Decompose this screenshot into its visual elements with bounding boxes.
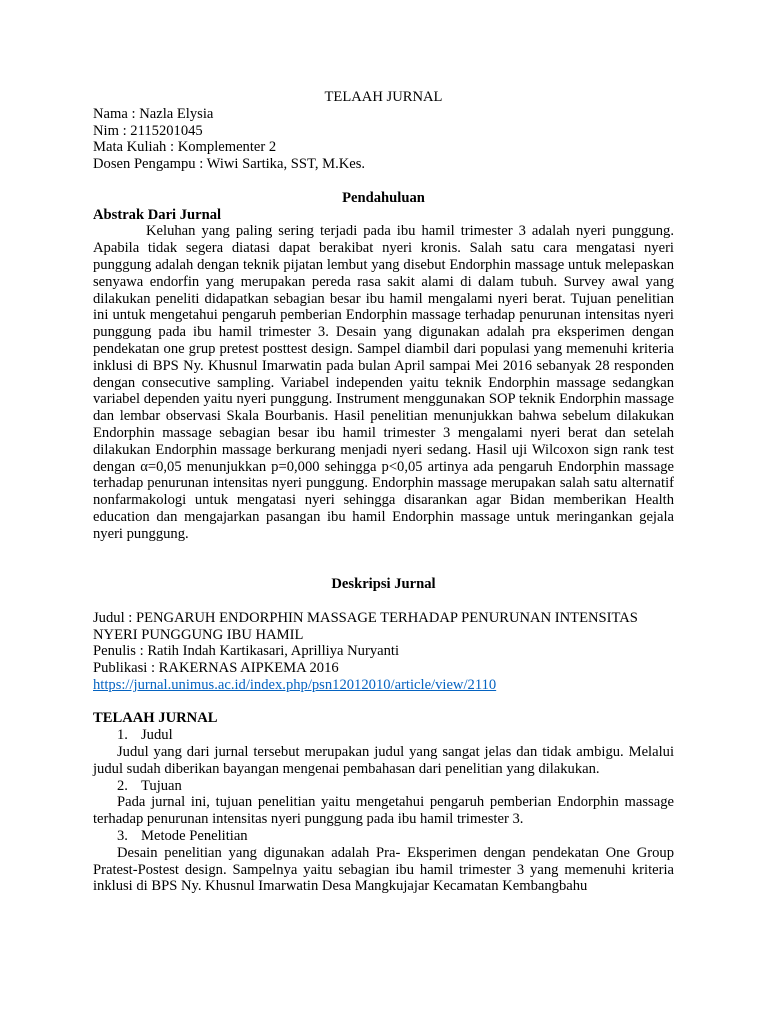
telaah-item-heading-tujuan: [93, 778, 674, 795]
spacer: [93, 173, 674, 190]
section-heading-deskripsi: Deskripsi Jurnal: [331, 576, 436, 593]
telaah-item-text-metode: Desain penelitian yang digunakan adalah Pra- Eksperimen dengan pendekatan One Group Pratest-Postest design. Sampelnya yaitu sebagian ibu hamil trimester 3 yang memenuhi kriteria inklusi di BPS Ny. Khusnul Imarwatin Desa Mangkujajar Kecamatan Kembangbahu: [93, 844, 674, 895]
telaah-item-text-tujuan: Pada jurnal ini, tujuan penelitian yaitu mengetahui pengaruh pemberian Endorphin massage terhadap penurunan intensitas nyeri punggung pada ibu hamil trimester 3.: [93, 794, 674, 828]
abstrak-paragraph: Keluhan yang paling sering terjadi pada ibu hamil trimester 3 adalah nyeri punggung. Apabila tidak segera diatasi dapat berakibat nyeri kronis. Salah satu cara mengatasi nyeri punggung adalah dengan teknik pijatan lembut yang disebut Endorphin massage untuk melepaskan senyawa endorfin yang merupakan pereda rasa sakit alami di dalam tubuh. Survey awal yang dilakukan peneliti didapatkan sebagian besar ibu hamil mengalami nyeri berat. Tujuan penelitian ini untuk mengetahui pengaruh pemberian Endorphin massage terhadap penurunan intensitas nyeri punggung pada ibu hamil trimester 3. Desain yang digunakan adalah pra eksperimen dengan pendekatan one grup pretest posttest design. Sampel diambil dari populasi yang memenuhi kriteria inklusi di BPS Ny. Khusnul Imarwatin pada bulan April sampai Mei 2016 sebanyak 28 responden dengan consecutive sampling. Variabel independen yaitu teknik Endorphin massage sedangkan variabel dependen yaitu nyeri punggung. Instrument menggunakan SOP teknik Endorphin massage dan lembar observasi Skala Bourbanis. Hasil penelitian menunjukkan bahwa sebelum dilakukan Endorphin massage sebagian besar ibu hamil trimester 3 mengalami nyeri berat dan setelah dilakukan Endorphin massage berkurang menjadi nyeri sedang. Hasil uji Wilcoxon sign rank test dengan α=0,05 menunjukkan p=0,000 sehingga p<0,05 artinya ada pengaruh Endorphin massage terhadap penurunan intensitas nyeri punggung. Endorphin massage merupakan salah satu alternatif nonfarmakologi untuk mengatasi nyeri sehingga disarankan agar Bidan memberikan Health education dan mengajarkan pasangan ibu hamil Endorphin massage untuk meringankan gejala nyeri punggung.: [93, 223, 674, 542]
spacer: [93, 543, 674, 577]
info-nim: Nim : 2115201045: [93, 122, 203, 139]
abstrak-heading: Abstrak Dari Jurnal: [93, 206, 222, 223]
deskripsi-penulis: Penulis : Ratih Indah Kartikasari, Aprilliya Nuryanti: [93, 643, 400, 660]
section-heading-pendahuluan: Pendahuluan: [342, 189, 425, 206]
telaah-item-heading-metode: [93, 828, 674, 845]
spacer: [93, 593, 674, 610]
deskripsi-publikasi: Publikasi : RAKERNAS AIPKEMA 2016: [93, 660, 339, 677]
item-number: 3.: [117, 828, 128, 845]
item-title: Metode Penelitian: [141, 828, 248, 845]
deskripsi-judul: Judul : PENGARUH ENDORPHIN MASSAGE TERHADAP PENURUNAN INTENSITAS NYERI PUNGGUNG IBU HAMIL: [93, 609, 638, 643]
item-number: 2.: [117, 777, 128, 794]
info-mata-kuliah: Mata Kuliah : Komplementer 2: [93, 139, 277, 156]
item-number: 1.: [117, 727, 128, 744]
item-title: Tujuan: [141, 777, 182, 794]
journal-url-link[interactable]: https://jurnal.unimus.ac.id/index.php/psn12012010/article/view/2110: [93, 676, 497, 693]
telaah-item-text-judul: Judul yang dari jurnal tersebut merupakan judul yang sangat jelas dan tidak ambigu. Melalui judul sudah diberikan bayangan mengenai pembahasan dari penelitian yang dilakukan.: [93, 744, 674, 777]
item-title: Judul: [141, 727, 173, 744]
document-page: [93, 89, 674, 895]
section-heading-telaah: TELAAH JURNAL: [93, 710, 218, 727]
document-title: TELAAH JURNAL: [324, 89, 443, 105]
info-dosen: Dosen Pengampu : Wiwi Sartika, SST, M.Kes.: [93, 156, 366, 173]
telaah-item-heading-judul: [93, 727, 674, 744]
spacer: [93, 694, 674, 711]
info-nama: Nama : Nazla Elysia: [93, 105, 214, 122]
